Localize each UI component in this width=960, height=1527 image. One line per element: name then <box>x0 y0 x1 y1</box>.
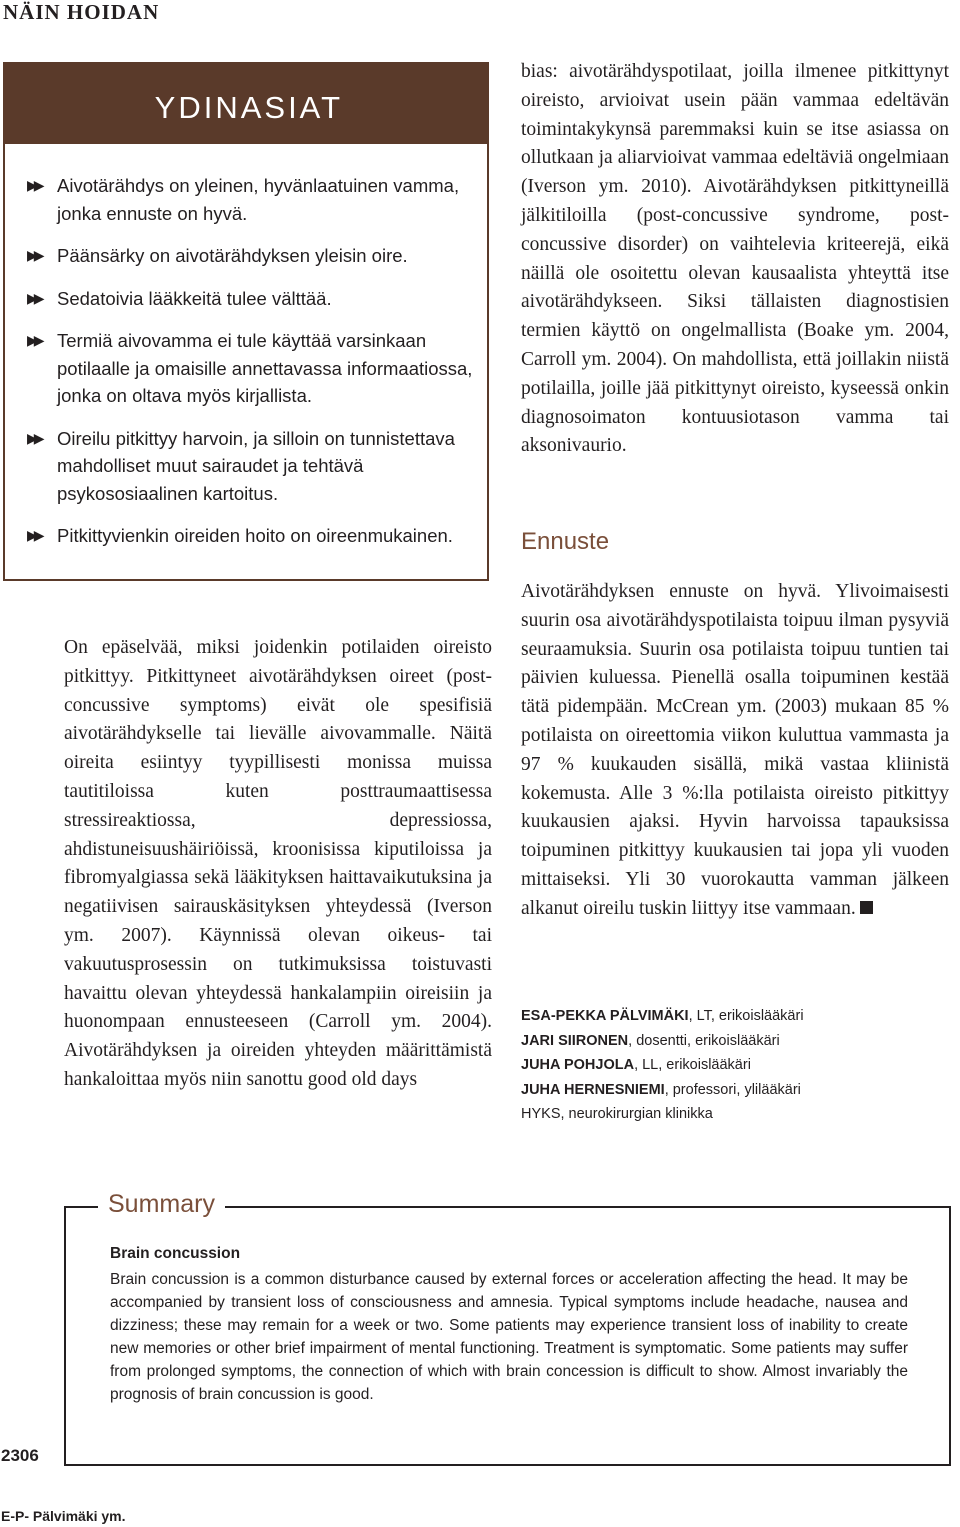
author-line <box>521 1053 951 1078</box>
double-arrow-icon: ▶▶ <box>27 429 41 446</box>
key-point <box>27 327 479 410</box>
key-point <box>27 172 479 227</box>
author-line <box>521 1029 951 1054</box>
key-point <box>27 285 479 313</box>
double-arrow-icon: ▶▶ <box>27 527 41 543</box>
author-name: JUHA HERNESNIEMI <box>521 1081 665 1098</box>
key-point <box>27 242 479 270</box>
double-arrow-icon: ▶▶ <box>27 332 41 348</box>
author-role: , professori, ylilääkäri <box>664 1081 801 1098</box>
double-arrow-icon: ▶▶ <box>27 177 41 193</box>
key-point <box>27 425 479 508</box>
key-points-title: YDINASIAT <box>154 90 343 125</box>
key-points-header <box>5 64 487 144</box>
key-point-text: Termiä aivovamma ei tule käyttää varsinkaan potilaalle ja omaisille annettavassa informaatiossa, jonka on oltava myös kirjallista. <box>57 330 473 406</box>
double-arrow-icon: ▶▶ <box>27 247 41 263</box>
key-point-text: Oireilu pitkittyy harvoin, ja silloin on tunnistettava mahdolliset muut sairaudet ja tehtävä psykososiaalinen kartoitus. <box>57 427 455 504</box>
author-role: , LL, erikoislääkäri <box>634 1057 751 1073</box>
author-name: ESA-PEKKA PÄLVIMÄKI <box>521 1008 689 1024</box>
end-mark-icon <box>860 901 873 914</box>
key-points-box <box>3 62 489 581</box>
footer-author: E-P- Pälvimäki ym. <box>1 1508 126 1524</box>
page-number: 2306 <box>1 1446 39 1465</box>
author-role: , dosentti, erikoislääkäri <box>628 1032 780 1049</box>
key-point <box>27 522 479 550</box>
right-column-text: bias: aivotärähdyspotilaat, joilla ilmenee pitkittynyt oireisto, arvioivat usein pään vammaa edeltävän toimintakykynsä paremmaksi kuin se itse asiassa on ollutkaan ja aliarvioivat vammaa edeltäviä ongelmiaan (Iverson ym. 2010). Aivotärähdyksen pitkittyneillä jälkitiloilla (post-concussive syndrome, post-concussive disorder) on vaihtelevia kriteerejä, eikä näillä ole osoitettu olevan kausaalista yhteyttä itse aivotärähdykseen. Siksi tällaisten diagnostisien termien käyttö on ongelmallista (Boake ym. 2004, Carroll ym. 2004). On mahdollista, että joillakin niistä potilailla, joille jää pitkittynyt oireisto, kyseessä onkin diagnosoimaton kontuusiotason vamma tai aksonivaurio. <box>521 61 949 457</box>
key-point-text: Päänsärky on aivotärähdyksen yleisin oire. <box>57 245 408 266</box>
prognosis-text <box>521 578 949 924</box>
author-name: JUHA POHJOLA <box>521 1057 635 1073</box>
prognosis-paragraph: Aivotärähdyksen ennuste on hyvä. Ylivoimaisesti suurin osa aivotärähdyspotilaista toipuu ilman pysyviä seuraamuksia. Suurin osa potilaista toipuu tuntien tai päivien kuluessa. Pienellä osalla toipuminen kestää tätä pidempään. McCrean ym. (2003) mukaan 85 % potilaista on oireettomia viikon kuluttua vammasta ja 97 % kuukauden sisällä, mikä vastaa kliinistä kokemusta. Alle 3 %:lla potilaista oireisto pitkittyy kuukausien ajaksi. Hyvin harvoissa tapauksissa toipuminen pitkittyy kuukausien tai jopa yli vuoden mittaiseksi. Yli 30 vuorokautta vamman jälkeen alkanut oireilu tuskin liittyy itse vammaan. <box>521 581 949 919</box>
key-point-text: Sedatoivia lääkkeitä tulee välttää. <box>57 287 332 309</box>
authors-block <box>521 1004 951 1127</box>
double-arrow-icon: ▶▶ <box>27 289 41 306</box>
summary-body: Brain concussion is a common disturbance caused by external forces or acceleration affecting the head. It may be accompanied by transient loss of consciousness and amnesia. Typical symptoms include headache, nausea and dizziness; these may remain for a week or two. Some patients may experience transient loss of inability to create new memories or other brief impairment of mental functioning. Treatment is symptomatic. Some patients may suffer from prolonged symptoms, the connection of which with brain concession is difficult to show. Almost invariably the prognosis of brain concussion is good. <box>110 1271 908 1403</box>
left-column-text: On epäselvää, miksi joidenkin potilaiden oireisto pitkittyy. Pitkittyneet aivotärähdyksen oireet (post-concussive symptoms) eivät ole spesifisiä aivotärähdykselle tai lievälle aivovammalle. Näitä oireita esiintyy tyypillisesti monissa muissa tautitiloissa kuten posttraumaattisessa stressireaktiossa, depressiossa, ahdistuneisuushäiriöissä, kroonisissa kiputiloissa ja fibromyalgiassa sekä lääkityksen haittavaikutuksina ja negatiivisen sairauskäsityksen yhteydessä (Iverson ym. 2007). Käynnissä olevan oikeus- tai vakuutusprosessin on tutkimuksissa toistuvasti havaittu olevan yhteydessä hankalampiin oireisiin ja huonompaan ennusteeseen (Carroll ym. 2004). Aivotärähdyksen ja oireiden yhteyden määrittämistä hankaloittaa myös niin sanottu good old days <box>64 637 492 1090</box>
summary-heading: Brain concussion <box>110 1245 241 1262</box>
key-points-list <box>27 172 479 565</box>
affiliation: HYKS, neurokirurgian klinikka <box>521 1106 713 1122</box>
prognosis-heading: Ennuste <box>521 528 610 555</box>
summary-title: Summary <box>98 1190 225 1219</box>
section-header: NÄIN HOIDAN <box>3 0 160 24</box>
key-point-text: Pitkittyvienkin oireiden hoito on oireenmukainen. <box>57 525 453 546</box>
author-name: JARI SIIRONEN <box>521 1032 629 1049</box>
author-line <box>521 1004 951 1029</box>
author-line <box>521 1078 951 1103</box>
author-role: , LT, erikoislääkäri <box>688 1008 804 1024</box>
key-point-text: Aivotärähdys on yleinen, hyvänlaatuinen vamma, jonka ennuste on hyvä. <box>57 175 460 224</box>
